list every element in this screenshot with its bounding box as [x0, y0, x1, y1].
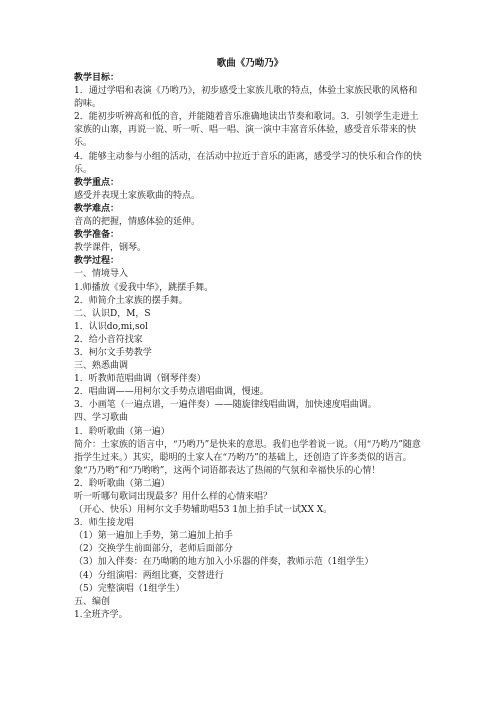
body-paragraph: 3．师生接龙唱	[74, 518, 134, 529]
body-paragraph: 二、认识D，M，S	[74, 308, 151, 319]
body-paragraph: 1．聆听歌曲（第一遍）	[74, 426, 170, 437]
body-paragraph: 1．通过学唱和表演《乃哟乃》，初步感受土家族儿歌的特点，体验土家族民歌的风格和韵味。	[74, 86, 418, 110]
body-paragraph: 2．师简介土家族的摆手舞。	[74, 295, 188, 306]
document-body	[74, 72, 426, 622]
body-paragraph: 1.师播放《爱我中华》，跳摆手舞。	[74, 282, 214, 293]
body-paragraph: 五、编创	[74, 596, 111, 607]
section-heading: 教学准备：	[74, 230, 120, 241]
body-paragraph: （5）完整演唱（1组学生）	[74, 583, 185, 594]
section-heading: 教学过程：	[74, 256, 120, 267]
body-paragraph: 1.全班齐学。	[74, 609, 128, 620]
section-heading: 教学目标：	[74, 73, 120, 83]
body-paragraph: （开心、快乐）用柯尔文手势辅助唱53 1加上拍手试一试XX X。	[74, 505, 333, 516]
body-paragraph: 3．柯尔文手势教学	[74, 347, 152, 358]
document-page	[74, 57, 426, 622]
section-heading: 教学难点：	[74, 203, 120, 214]
body-paragraph: 2．给小音符找家	[74, 334, 143, 345]
document-title: 歌曲《乃呦乃》	[216, 58, 284, 69]
body-paragraph: 2．唱曲调——用柯尔文手势点谱唱曲调，慢速。	[74, 387, 269, 398]
body-paragraph: 三、熟悉曲调	[74, 361, 129, 372]
body-paragraph: 2．聆听歌曲（第二遍）	[74, 478, 170, 489]
body-paragraph: 音高的把握，情感体验的延伸。	[74, 217, 201, 228]
body-paragraph: 四、学习歌曲	[74, 413, 129, 424]
body-paragraph: （3）加入伴奏：在乃呦喲的地方加入小乐器的伴奏，教师示范（1组学生）	[74, 557, 374, 568]
body-paragraph: （1）第一遍加上手势，第二遍加上拍手	[74, 531, 233, 542]
body-paragraph: 2．能初步听辨高和低的音，并能随着音乐准确地读出节奏和歌词。3．引领学生走进土家族的山寨，再说一说、听一听、唱一唱、演一演中丰富音乐体验，感受音乐带来的快乐。	[74, 112, 419, 149]
body-paragraph: 1．认识do,mi,sol	[74, 321, 148, 332]
body-paragraph: 教学课件，钢琴。	[74, 243, 147, 254]
body-paragraph: 1．听教师范唱曲调（钢琴伴奏）	[74, 374, 206, 385]
body-paragraph: （2）交换学生前面部分，老师后面部分	[74, 544, 233, 555]
body-paragraph: 感受并表现土家族歌曲的特点。	[74, 190, 201, 201]
body-paragraph: 3．小画笔（一遍点谱，一遍伴奏）——随旋律线唱曲调，加快速度唱曲调。	[74, 400, 377, 411]
body-paragraph: 听一听哪句歌词出现最多？用什么样的心情来唱？	[74, 492, 273, 502]
body-paragraph: 简介：土家族的语言中，“乃哟乃”是快来的意思。我们也学着说一说。（用“乃哟乃”随意指学生过来。）其实，聪明的土家人在“乃哟乃”的基础上，还创造了许多类似的语言。象“乃乃哟”和“乃哟哟”，这两个词语都表达了热闹的气氛和幸福快乐的心情！	[74, 439, 421, 476]
section-heading: 教学重点：	[74, 177, 120, 188]
body-paragraph: （4）分组演唱：两组比赛，交替进行	[74, 570, 224, 581]
body-paragraph: 一、情境导入	[74, 269, 129, 280]
body-paragraph: 4．能够主动参与小组的活动，在活动中拉近于音乐的距离，感受学习的快乐和合作的快乐。	[74, 151, 422, 175]
